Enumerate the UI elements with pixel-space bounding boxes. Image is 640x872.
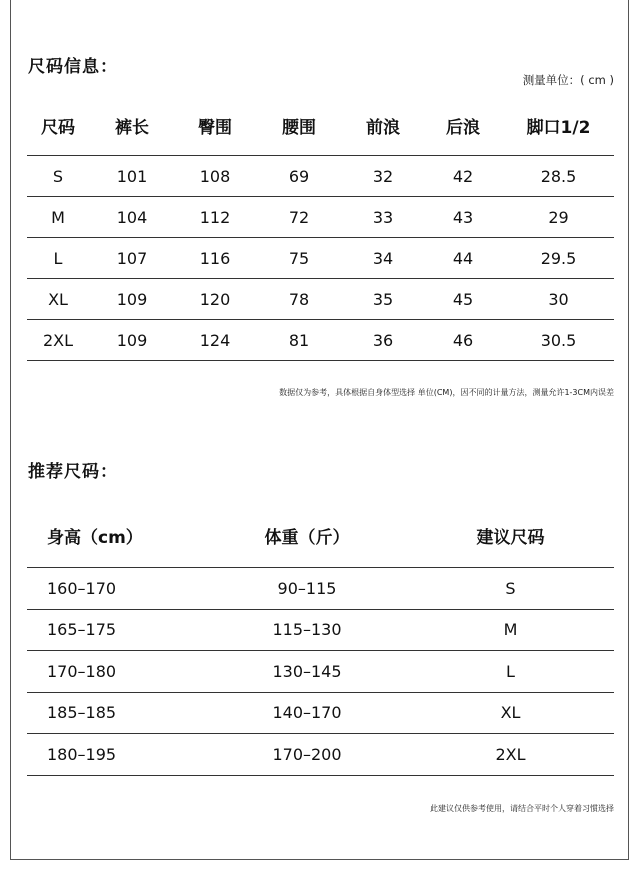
size-table	[27, 95, 614, 361]
table-cell: L	[407, 651, 614, 693]
table-cell: 28.5	[503, 156, 614, 197]
table-cell: 81	[255, 320, 343, 361]
table-row	[27, 279, 614, 320]
table-cell: 104	[89, 197, 175, 238]
table-cell: 34	[343, 238, 423, 279]
header-cell: 身高（cm）	[27, 503, 207, 568]
table-cell: 45	[423, 279, 503, 320]
table-cell: 107	[89, 238, 175, 279]
table-cell: S	[27, 156, 89, 197]
table-cell: 109	[89, 320, 175, 361]
table-cell: 35	[343, 279, 423, 320]
table-cell: 170–200	[207, 734, 407, 776]
header-cell: 臀围	[175, 95, 255, 156]
header-cell: 脚口1/2	[503, 95, 614, 156]
table-row	[27, 156, 614, 197]
table-cell: 46	[423, 320, 503, 361]
table-cell: 108	[175, 156, 255, 197]
header-cell: 体重（斤）	[207, 503, 407, 568]
table-cell: 72	[255, 197, 343, 238]
header-cell: 腰围	[255, 95, 343, 156]
table-cell: 120	[175, 279, 255, 320]
header-cell: 前浪	[343, 95, 423, 156]
table-row	[27, 734, 614, 776]
recommend-title: 推荐尺码：	[28, 462, 118, 482]
table-cell: 29.5	[503, 238, 614, 279]
table-row	[27, 692, 614, 734]
table-cell: 109	[89, 279, 175, 320]
table-cell: 124	[175, 320, 255, 361]
recommend-disclaimer: 此建议仅供参考使用，请结合平时个人穿着习惯选择	[430, 804, 614, 813]
table-cell: 69	[255, 156, 343, 197]
table-cell: 160–170	[27, 568, 207, 610]
table-cell: 130–145	[207, 651, 407, 693]
header-cell: 后浪	[423, 95, 503, 156]
table-row	[27, 651, 614, 693]
table-row	[27, 238, 614, 279]
table-cell: 36	[343, 320, 423, 361]
header-cell: 裤长	[89, 95, 175, 156]
table-cell: L	[27, 238, 89, 279]
table-cell: M	[27, 197, 89, 238]
header-cell: 尺码	[27, 95, 89, 156]
table-cell: 140–170	[207, 692, 407, 734]
table-row	[27, 320, 614, 361]
table-row	[27, 609, 614, 651]
measurement-unit: 测量单位：( cm )	[522, 73, 614, 87]
table-cell: 33	[343, 197, 423, 238]
size-info-title: 尺码信息：	[28, 57, 118, 77]
table-cell: 32	[343, 156, 423, 197]
table-cell: 101	[89, 156, 175, 197]
table-cell: 30	[503, 279, 614, 320]
table-row	[27, 568, 614, 610]
table-cell: 44	[423, 238, 503, 279]
table-cell: 116	[175, 238, 255, 279]
table-cell: 29	[503, 197, 614, 238]
table-cell: 2XL	[27, 320, 89, 361]
table-cell: XL	[27, 279, 89, 320]
table-cell: 165–175	[27, 609, 207, 651]
table-cell: 180–195	[27, 734, 207, 776]
table-cell: 30.5	[503, 320, 614, 361]
table-cell: 115–130	[207, 609, 407, 651]
table-row	[27, 197, 614, 238]
table-cell: 90–115	[207, 568, 407, 610]
recommend-table	[27, 503, 614, 776]
table-cell: 112	[175, 197, 255, 238]
recommend-table-header-row	[27, 503, 614, 568]
table-cell: 78	[255, 279, 343, 320]
size-disclaimer: 数据仅为参考，具体根据自身体型选择 单位(CM)，因不同的计量方法，测量允许1-3CM内误差	[279, 388, 614, 397]
table-cell: 170–180	[27, 651, 207, 693]
table-cell: M	[407, 609, 614, 651]
table-cell: 2XL	[407, 734, 614, 776]
table-cell: 42	[423, 156, 503, 197]
table-cell: 75	[255, 238, 343, 279]
header-cell: 建议尺码	[407, 503, 614, 568]
table-cell: XL	[407, 692, 614, 734]
table-cell: 185–185	[27, 692, 207, 734]
table-cell: 43	[423, 197, 503, 238]
table-cell: S	[407, 568, 614, 610]
size-table-header-row	[27, 95, 614, 156]
